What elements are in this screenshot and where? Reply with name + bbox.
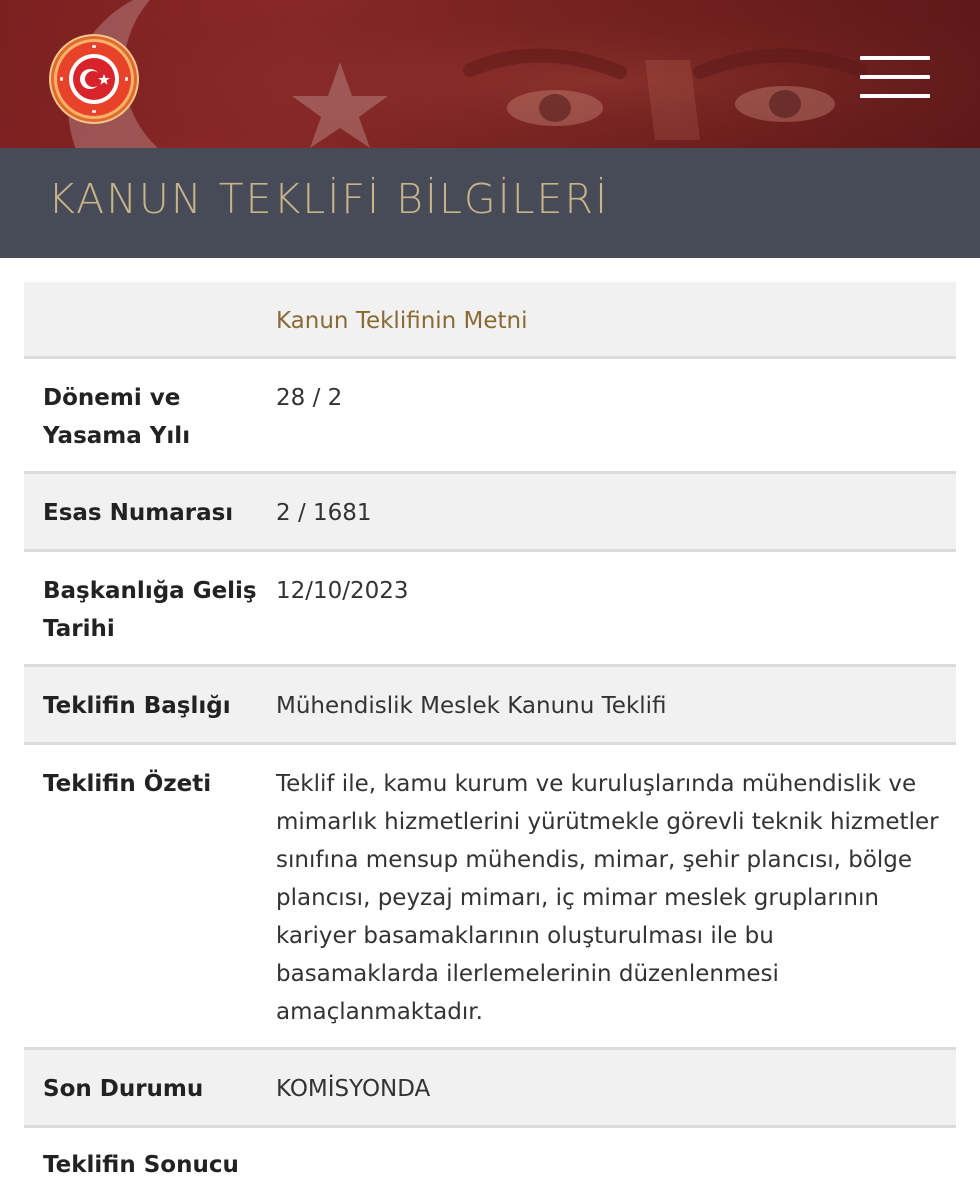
hamburger-menu-icon-bar <box>860 75 930 79</box>
result-label: Teklifin Sonucu <box>43 1152 239 1178</box>
summary-value: Teklif ile, kamu kurum ve kuruluşlarında mühendislik ve mimarlık hizmetlerini yürütmekle görevli teknik hizmetler sınıfına mensup mühendis, mimar, şehir plancısı, bölge plancısı, peyzaj mimarı, iç mimar meslek gruplarının kariyer basamaklarının oluşturulması ile bu basamaklarda ilerlemelerinin düzenlenmesi amaçlanmaktadır. <box>276 771 939 1025</box>
bill-text-link[interactable]: Kanun Teklifinin Metni <box>276 308 528 334</box>
table-row-result <box>24 1128 956 1200</box>
table-row-text-link <box>24 282 956 359</box>
table-row-term <box>24 359 956 474</box>
table-row-title <box>24 667 956 745</box>
table-row-number <box>24 474 956 552</box>
date-value: 12/10/2023 <box>276 578 409 604</box>
hamburger-menu-icon-bar <box>860 56 930 60</box>
status-label: Son Durumu <box>43 1076 204 1102</box>
top-banner <box>0 0 980 148</box>
table-row-date <box>24 552 956 667</box>
term-value: 28 / 2 <box>276 385 343 411</box>
term-label: Dönemi ve Yasama Yılı <box>43 385 191 449</box>
tbmm-logo[interactable] <box>48 33 140 125</box>
number-value: 2 / 1681 <box>276 500 372 526</box>
page-title: KANUN TEKLİFİ BİLGİLERİ <box>48 175 610 223</box>
date-label: Başkanlığa Geliş Tarihi <box>43 578 257 642</box>
summary-label: Teklifin Özeti <box>43 771 212 797</box>
table-row-status <box>24 1050 956 1128</box>
table-row-summary <box>24 745 956 1050</box>
bill-title-value: Mühendislik Meslek Kanunu Teklifi <box>276 693 667 719</box>
banner-background-art <box>0 0 980 148</box>
hamburger-menu-icon-bar <box>860 94 930 98</box>
tbmm-seal-icon <box>48 33 140 125</box>
hamburger-menu-button[interactable] <box>858 54 932 106</box>
bill-title-label: Teklifin Başlığı <box>43 693 231 719</box>
number-label: Esas Numarası <box>43 500 234 526</box>
status-value: KOMİSYONDA <box>276 1076 431 1102</box>
